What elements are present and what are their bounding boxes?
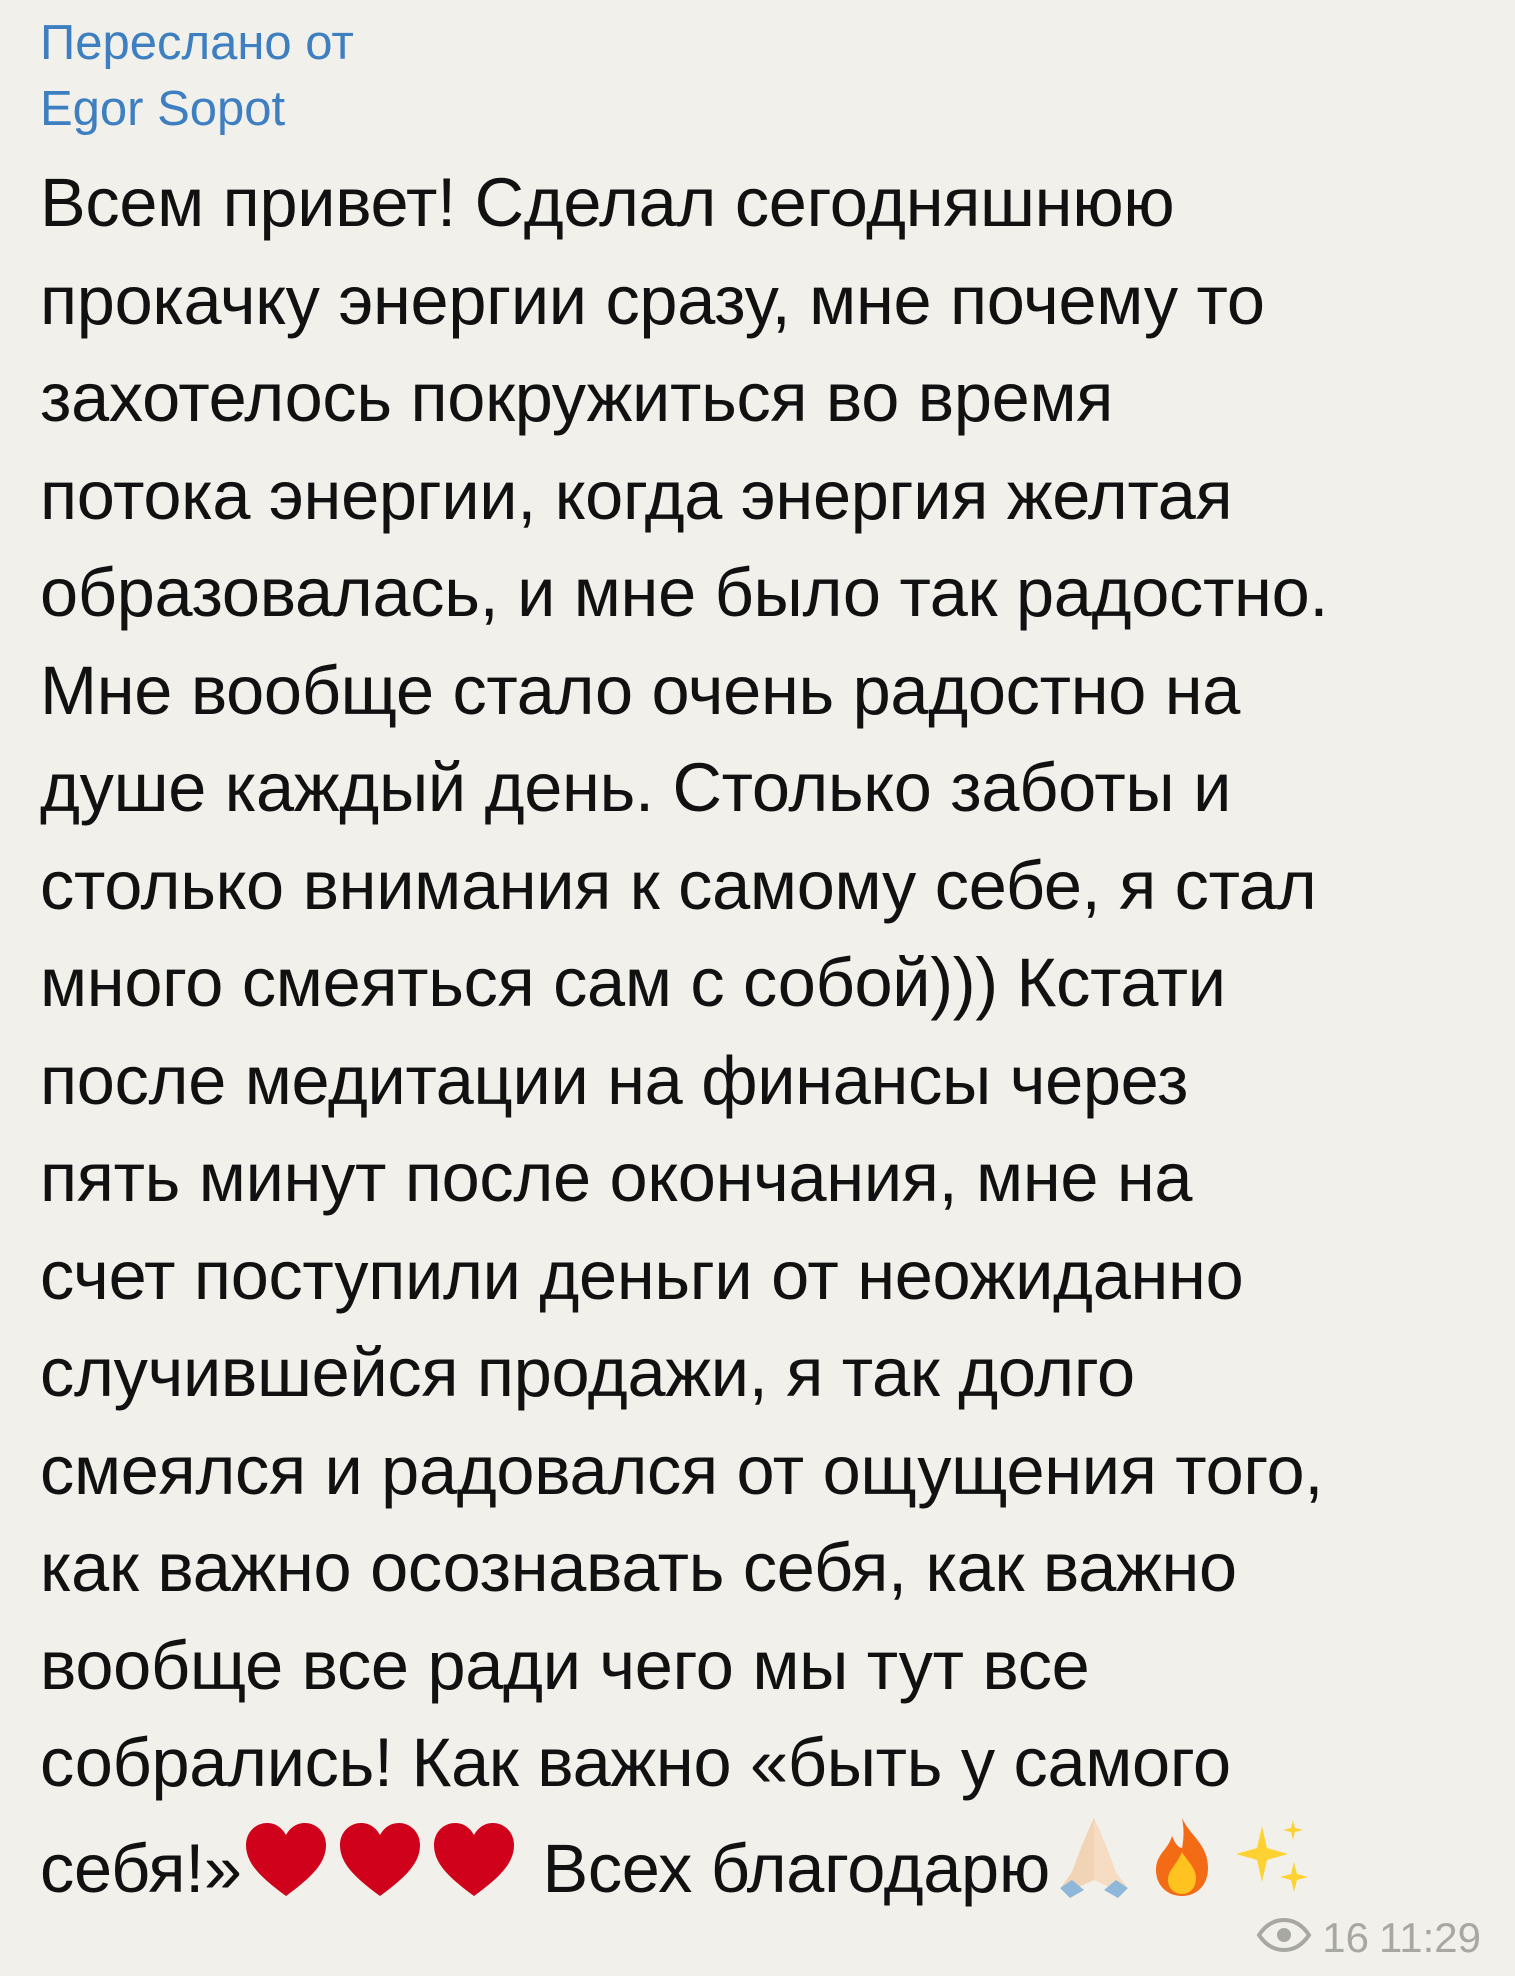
message-meta bbox=[1256, 1914, 1481, 1962]
forwarded-label: Переслано от bbox=[40, 16, 354, 70]
heart-icon bbox=[430, 1820, 524, 1926]
closing-text: Всех благодарю bbox=[523, 1829, 1050, 1907]
heart-icon bbox=[336, 1820, 430, 1926]
message-body bbox=[40, 154, 1487, 1925]
forwarded-from-link[interactable]: Egor Sopot bbox=[40, 82, 286, 136]
heart-icon bbox=[242, 1820, 336, 1926]
message-text: Всем привет! Сделал сегодняшнюю прокачку энергии сразу, мне почему то захотелось покружиться во время потока энергии, когда энергия желтая образовалась, и мне было так радостно. Мне вообще стало очень радостно на душе каждый день. Столько заботы и столько внимания к самому себе, я стал много смеяться сам с собой))) Кстати после медитации на финансы через пять минут после окончания, мне на счет поступили деньги от неожиданно случившейся продажи, я так долго смеялся и радовался от ощущения того, как важно осознавать себя, как важно вообще все ради чего мы тут все собрались! Как важно «быть у самого себя!» bbox=[40, 164, 1329, 1907]
message-time: 11:29 bbox=[1379, 1914, 1481, 1961]
views-icon bbox=[1256, 1914, 1312, 1962]
view-count: 16 bbox=[1322, 1914, 1369, 1961]
forward-header bbox=[40, 10, 1487, 142]
sparkles-icon bbox=[1226, 1812, 1314, 1926]
fire-icon bbox=[1138, 1812, 1226, 1926]
pray-icon bbox=[1050, 1812, 1138, 1926]
